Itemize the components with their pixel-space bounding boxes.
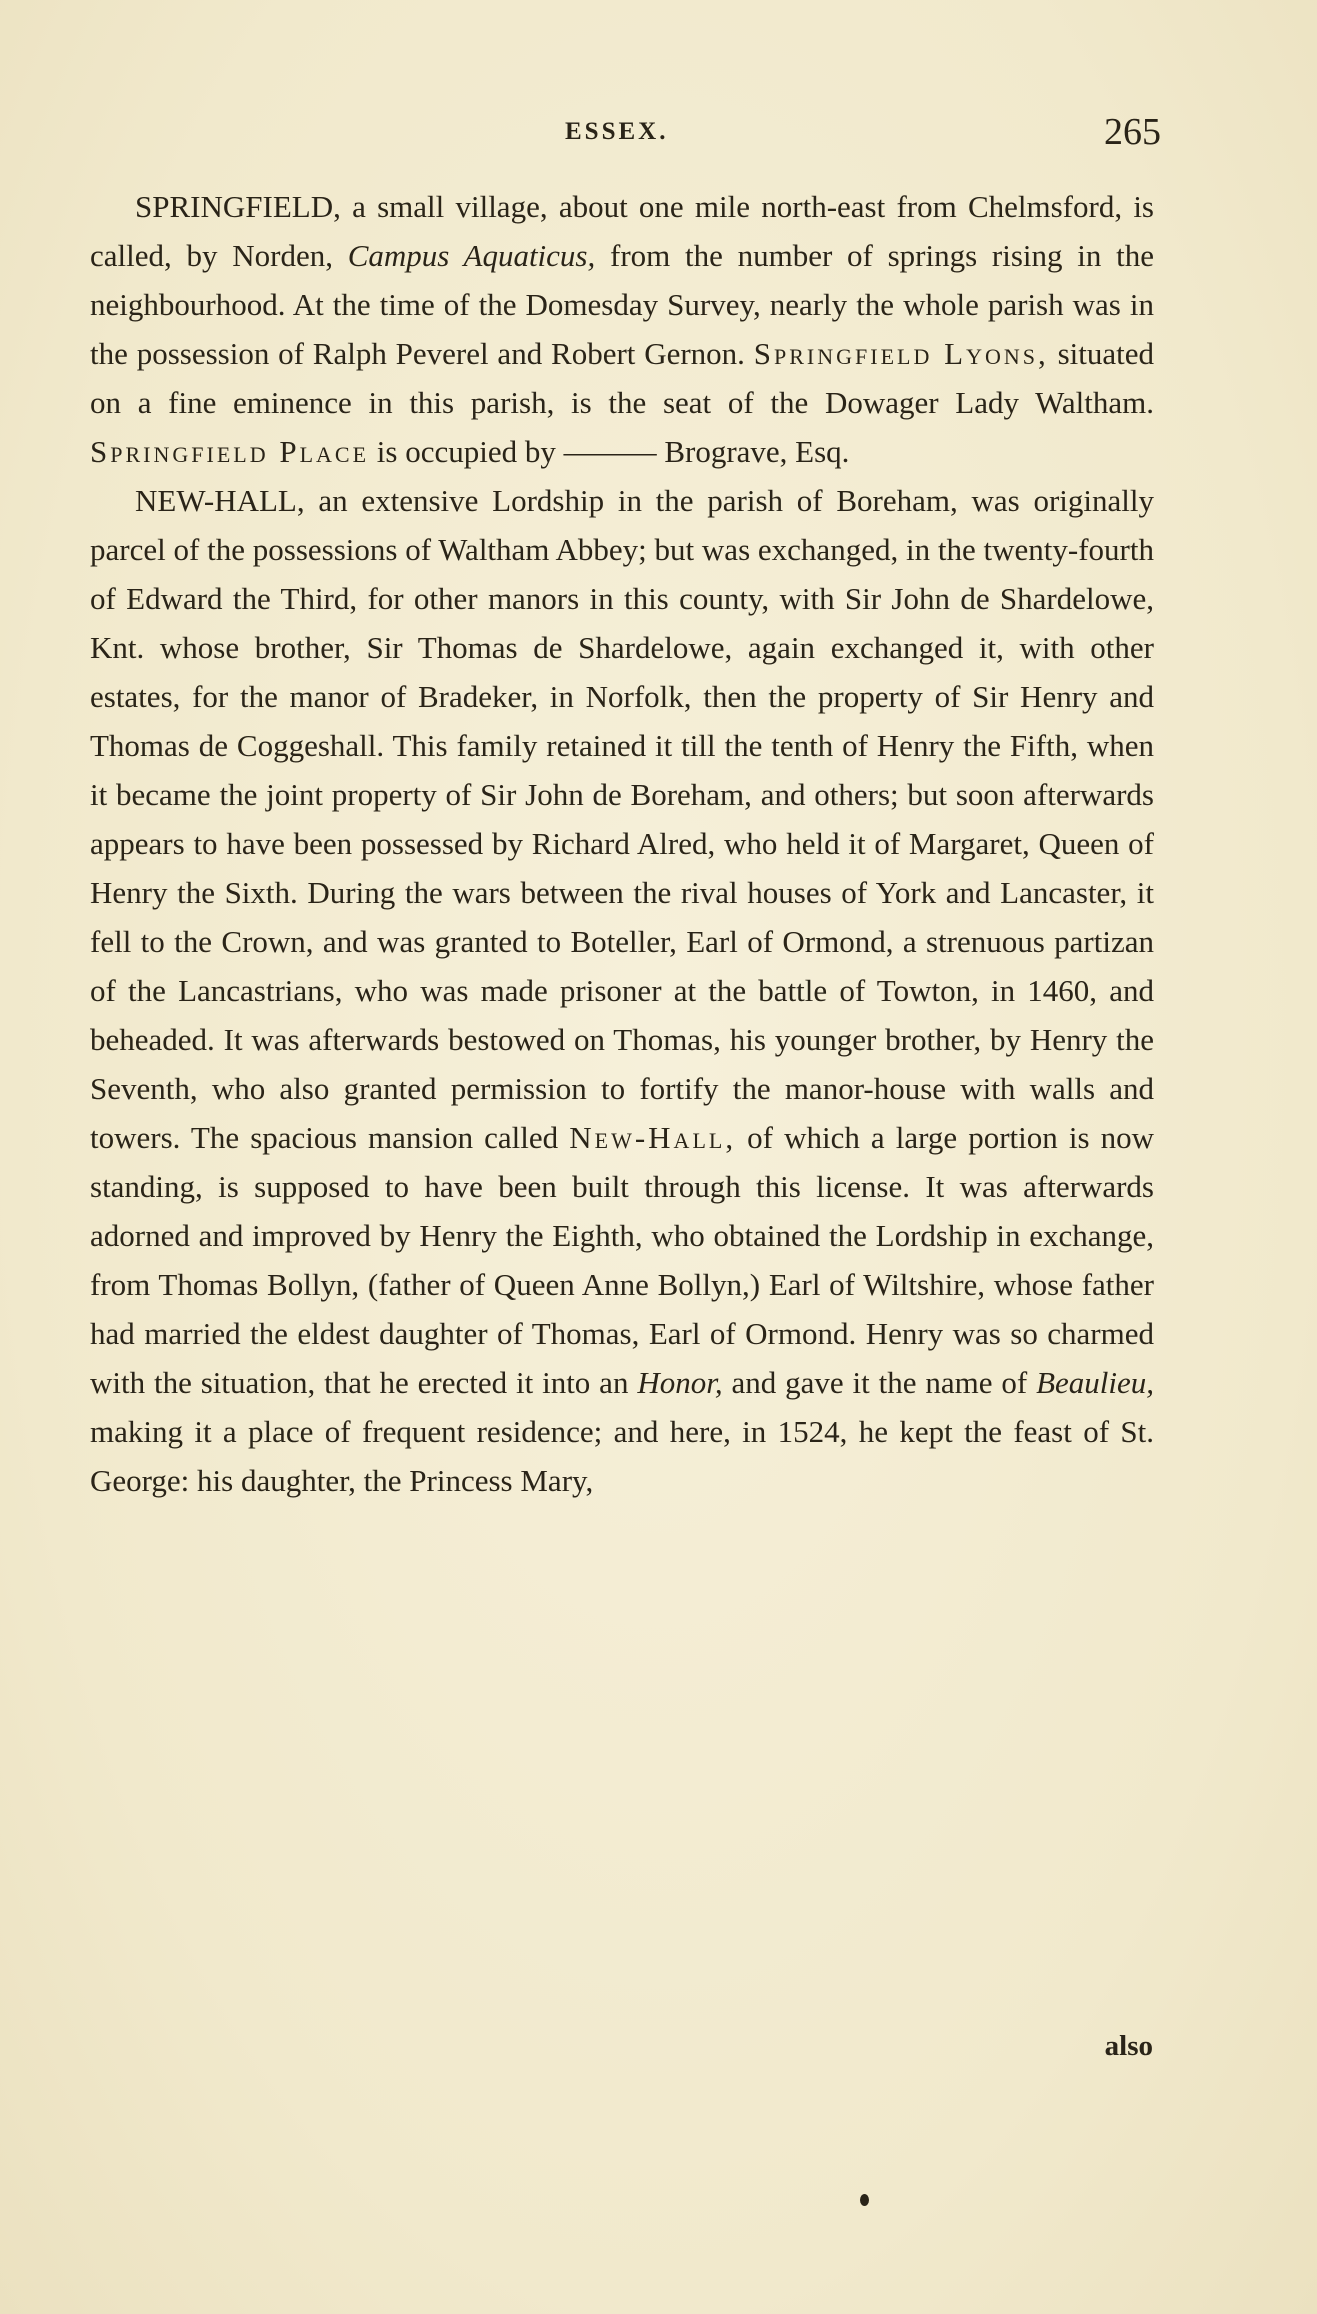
paragraph-springfield	[90, 182, 1154, 476]
running-title: ESSEX.	[565, 118, 669, 145]
beaulieu-term: Beaulieu,	[1036, 1365, 1154, 1400]
new-hall-text-2: of which a large portion is now standing, is supposed to have been built through this license. It was afterwards adorned and improved by Henry the Eighth, who obtained the Lordship in exchange, from Thomas Bollyn, (father of Queen Anne Bollyn,) Earl of Wiltshire, whose father had married the eldest daughter of Thomas, Earl of Ormond. Henry was so charmed with the situation, that he erected it into an	[90, 1120, 1154, 1400]
new-hall-name: New-Hall,	[569, 1120, 737, 1155]
page-number: 265	[1104, 111, 1161, 153]
new-hall-text-4: making it a place of frequent residence; and here, in 1524, he kept the feast of St. George: his daughter, the Princess Mary,	[90, 1414, 1154, 1498]
springfield-place-name: Springfield Place	[90, 434, 370, 469]
springfield-lyons-name: Springfield Lyons,	[753, 336, 1049, 371]
springfield-text-1: SPRINGFIELD, a small village, about one mile north-east from Chelmsford, is called, by Norden,	[90, 189, 1154, 273]
paragraph-new-hall	[90, 476, 1154, 1505]
running-head	[0, 112, 1317, 152]
campus-aquaticus-term: Campus Aquaticus,	[347, 238, 596, 273]
new-hall-text-1: NEW-HALL, an extensive Lordship in the parish of Boreham, was originally parcel of the possessions of Waltham Abbey; but was exchanged, in the twenty-fourth of Edward the Third, for other manors in this county, with Sir John de Shardelowe, Knt. whose brother, Sir Thomas de Shardelowe, again exchanged it, with other estates, for the manor of Bradeker, in Norfolk, then the property of Sir Henry and Thomas de Coggeshall. This family retained it till the tenth of Henry the Fifth, when it became the joint property of Sir John de Boreham, and others; but soon afterwards appears to have been possessed by Richard Alred, who held it of Margaret, Queen of Henry the Sixth. During the wars between the rival houses of York and Lancaster, it fell to the Crown, and was granted to Boteller, Earl of Ormond, a strenuous partizan of the Lancastrians, who was made prisoner at the battle of Towton, in 1460, and beheaded. It was afterwards bestowed on Thomas, his younger brother, by Henry the Seventh, who also granted permission to fortify the manor-house with walls and towers. The spacious mansion called	[90, 483, 1154, 1155]
springfield-text-3: situated on a fine eminence in this parish, is the seat of the Dowager Lady Waltham.	[90, 336, 1154, 420]
body-text	[90, 182, 1154, 1505]
ink-mark	[860, 2194, 869, 2206]
springfield-text-2: from the number of springs rising in the neighbourhood. At the time of the Domesday Survey, nearly the whole parish was in the possession of Ralph Peverel and Robert Gernon.	[90, 238, 1154, 371]
new-hall-text-3: and gave it the name of	[722, 1365, 1037, 1400]
springfield-text-4: is occupied by ——— Brograve, Esq.	[369, 434, 850, 469]
honor-term: Honor,	[637, 1365, 723, 1400]
catchword: also	[1104, 2030, 1153, 2062]
